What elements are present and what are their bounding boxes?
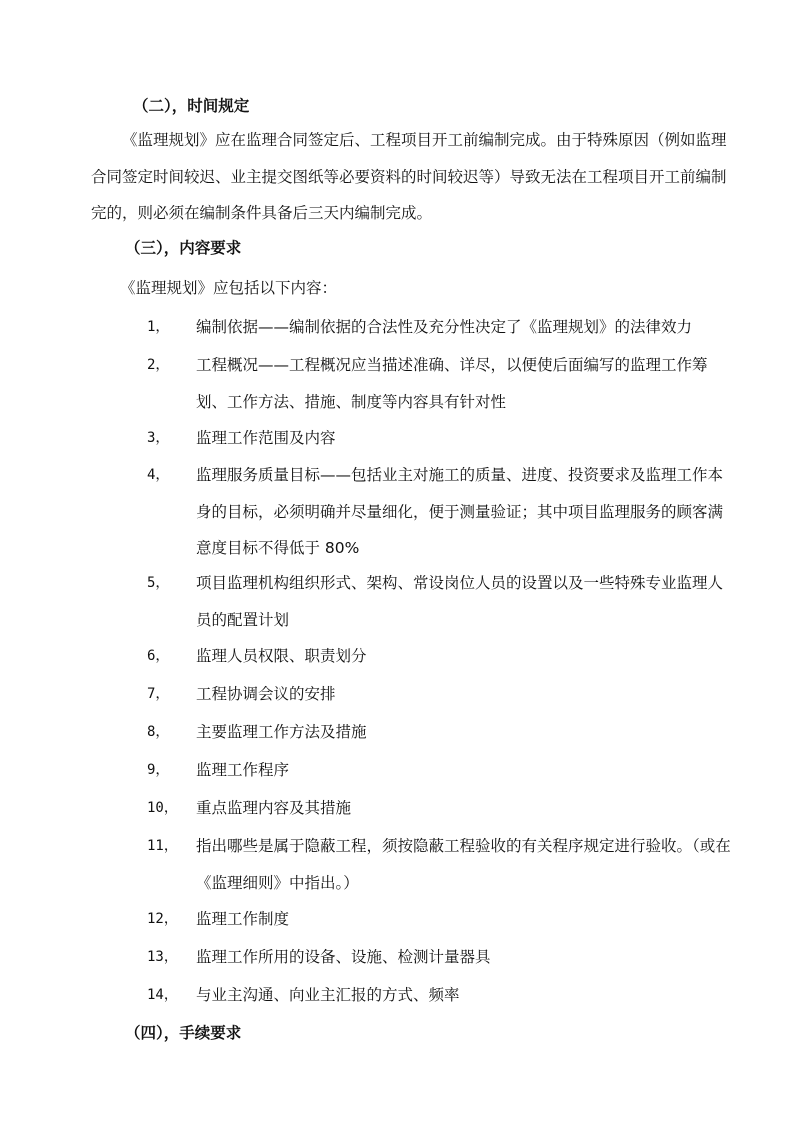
list-item-text: 工程概况——工程概况应当描述准确、详尽，以便使后面编写的监理工作筹划、工作方法、措施、制度等内容具有针对性 [196,356,708,411]
list-item-number: 2， [147,357,170,373]
list-item-text: 监理工作所用的设备、设施、检测计量器具 [196,948,491,966]
list-item-text: 监理服务质量目标——包括业主对施工的质量、进度、投资要求及监理工作本身的目标，必须明确并尽量细化，便于测量验证；其中项目监理服务的顾客满意度目标不得低于 80% [196,466,724,557]
list-item-text: 重点监理内容及其措施 [196,799,352,817]
list-item-number: 12， [147,911,178,927]
section-heading-time: （二），时间规定 [133,97,250,115]
content-intro-text: 《监理规划》应包括以下内容： [120,279,338,297]
list-item-text: 监理工作制度 [196,910,290,928]
list-item-number: 14， [147,987,178,1003]
list-item-text: 监理工作程序 [196,761,290,779]
list-item-number: 9， [147,762,170,778]
list-item-number: 10， [147,800,178,816]
list-item-number: 1， [147,319,170,335]
section-heading-content: （三），内容要求 [125,239,242,257]
time-requirement-paragraph: 《监理规划》应在监理合同签定后、工程项目开工前编制完成。由于特殊原因（例如监理合同签定时间较迟、业主提交图纸等必要资料的时间较迟等）导致无法在工程项目开工前编制完的，则必须在编制条件具备后三天内编制完成。 [91,131,727,222]
section-heading-procedures: （四），手续要求 [125,1024,242,1042]
list-item-text: 监理工作范围及内容 [196,429,336,447]
list-item-number: 8， [147,724,170,740]
list-item-text: 编制依据——编制依据的合法性及充分性决定了《监理规划》的法律效力 [196,318,693,336]
list-item-number: 3， [147,430,170,446]
list-item-text: 指出哪些是属于隐蔽工程，须按隐蔽工程验收的有关程序规定进行验收。（或在《监理细则》中指出。） [196,837,731,892]
list-item-text: 主要监理工作方法及措施 [196,723,367,741]
list-item-number: 6， [147,648,170,664]
list-item-text: 工程协调会议的安排 [196,685,336,703]
list-item-text: 与业主沟通、向业主汇报的方式、频率 [196,986,460,1004]
list-item-number: 7， [147,686,170,702]
list-item-text: 项目监理机构组织形式、架构、常设岗位人员的设置以及一些特殊专业监理人员的配置计划 [196,574,724,629]
list-item-number: 11， [147,838,178,854]
list-item-number: 5， [147,575,170,591]
list-item-number: 4， [147,467,170,483]
list-item-number: 13， [147,949,178,965]
list-item-text: 监理人员权限、职责划分 [196,647,367,665]
